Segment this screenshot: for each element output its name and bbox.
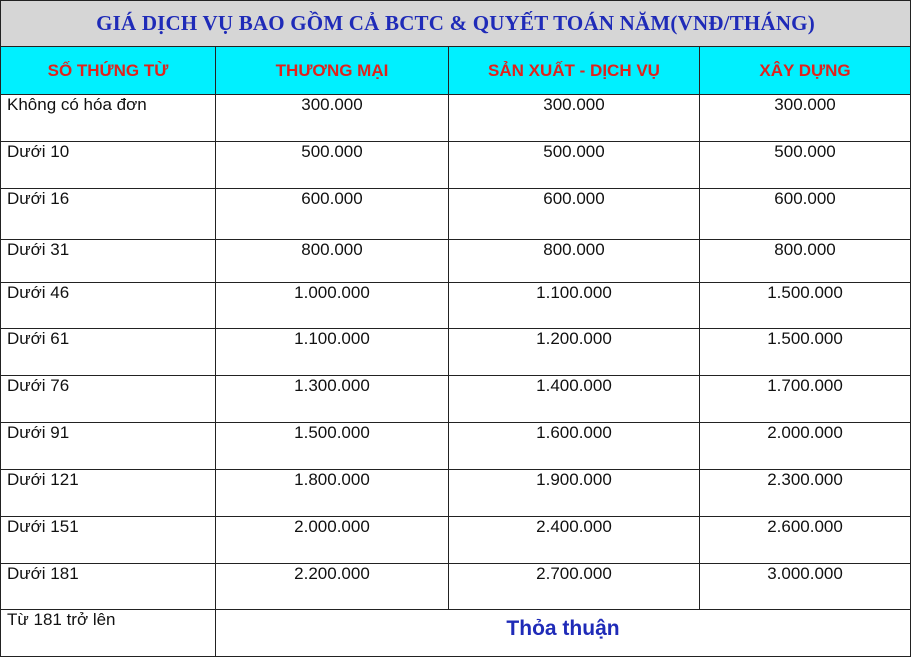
header-xay-dung: XÂY DỰNG bbox=[700, 47, 911, 95]
cell-xay-dung: 1.700.000 bbox=[700, 376, 911, 423]
cell-thuong-mai: 1.800.000 bbox=[216, 470, 449, 517]
cell-xay-dung: 2.000.000 bbox=[700, 423, 911, 470]
table-row-last bbox=[1, 610, 911, 657]
row-label: Dưới 61 bbox=[1, 329, 216, 376]
table-row bbox=[1, 470, 911, 517]
row-label: Từ 181 trở lên bbox=[1, 610, 216, 657]
cell-san-xuat-dich-vu: 1.400.000 bbox=[449, 376, 700, 423]
cell-san-xuat-dich-vu: 600.000 bbox=[449, 189, 700, 240]
cell-xay-dung: 800.000 bbox=[700, 240, 911, 283]
row-label: Dưới 46 bbox=[1, 283, 216, 329]
table-row bbox=[1, 423, 911, 470]
cell-san-xuat-dich-vu: 2.700.000 bbox=[449, 564, 700, 610]
cell-san-xuat-dich-vu: 2.400.000 bbox=[449, 517, 700, 564]
row-label: Dưới 10 bbox=[1, 142, 216, 189]
table-row bbox=[1, 283, 911, 329]
cell-thuong-mai: 1.000.000 bbox=[216, 283, 449, 329]
table-row bbox=[1, 189, 911, 240]
cell-xay-dung: 500.000 bbox=[700, 142, 911, 189]
cell-san-xuat-dich-vu: 800.000 bbox=[449, 240, 700, 283]
header-thuong-mai: THƯƠNG MẠI bbox=[216, 47, 449, 95]
cell-xay-dung: 3.000.000 bbox=[700, 564, 911, 610]
cell-thuong-mai: 300.000 bbox=[216, 95, 449, 142]
row-label: Dưới 151 bbox=[1, 517, 216, 564]
negotiable-value: Thỏa thuận bbox=[216, 610, 911, 657]
row-label: Dưới 31 bbox=[1, 240, 216, 283]
cell-thuong-mai: 800.000 bbox=[216, 240, 449, 283]
cell-thuong-mai: 2.200.000 bbox=[216, 564, 449, 610]
header-san-xuat-dich-vu: SẢN XUẤT - DỊCH VỤ bbox=[449, 47, 700, 95]
row-label: Dưới 16 bbox=[1, 189, 216, 240]
cell-thuong-mai: 2.000.000 bbox=[216, 517, 449, 564]
table-row bbox=[1, 142, 911, 189]
table-row bbox=[1, 240, 911, 283]
cell-thuong-mai: 1.500.000 bbox=[216, 423, 449, 470]
row-label: Dưới 121 bbox=[1, 470, 216, 517]
row-label: Dưới 91 bbox=[1, 423, 216, 470]
table-row bbox=[1, 564, 911, 610]
cell-thuong-mai: 1.100.000 bbox=[216, 329, 449, 376]
table-row bbox=[1, 517, 911, 564]
cell-san-xuat-dich-vu: 500.000 bbox=[449, 142, 700, 189]
row-label: Dưới 181 bbox=[1, 564, 216, 610]
table-row bbox=[1, 95, 911, 142]
row-label: Không có hóa đơn bbox=[1, 95, 216, 142]
cell-thuong-mai: 500.000 bbox=[216, 142, 449, 189]
cell-san-xuat-dich-vu: 1.100.000 bbox=[449, 283, 700, 329]
header-so-chung-tu: SỐ THỨNG TỪ bbox=[1, 47, 216, 95]
cell-xay-dung: 2.600.000 bbox=[700, 517, 911, 564]
cell-san-xuat-dich-vu: 1.600.000 bbox=[449, 423, 700, 470]
cell-san-xuat-dich-vu: 300.000 bbox=[449, 95, 700, 142]
row-label: Dưới 76 bbox=[1, 376, 216, 423]
header-row bbox=[1, 47, 911, 95]
table-row bbox=[1, 329, 911, 376]
table-row bbox=[1, 376, 911, 423]
table-title: GIÁ DỊCH VỤ BAO GỒM CẢ BCTC & QUYẾT TOÁN NĂM(VNĐ/THÁNG) bbox=[1, 1, 911, 47]
cell-san-xuat-dich-vu: 1.200.000 bbox=[449, 329, 700, 376]
cell-thuong-mai: 600.000 bbox=[216, 189, 449, 240]
title-row bbox=[1, 1, 911, 47]
cell-xay-dung: 600.000 bbox=[700, 189, 911, 240]
cell-xay-dung: 2.300.000 bbox=[700, 470, 911, 517]
cell-san-xuat-dich-vu: 1.900.000 bbox=[449, 470, 700, 517]
cell-xay-dung: 1.500.000 bbox=[700, 283, 911, 329]
cell-xay-dung: 1.500.000 bbox=[700, 329, 911, 376]
cell-thuong-mai: 1.300.000 bbox=[216, 376, 449, 423]
cell-xay-dung: 300.000 bbox=[700, 95, 911, 142]
